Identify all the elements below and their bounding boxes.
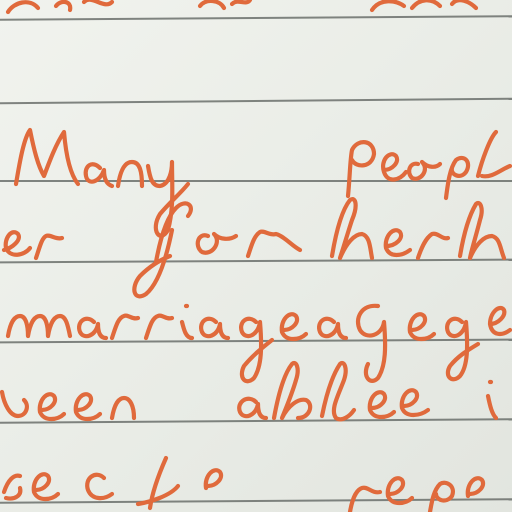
handwriting-line-marriage <box>8 306 510 381</box>
handwriting-line-many-people <box>16 130 510 236</box>
handwriting-top-fragment <box>8 0 476 12</box>
handwriting-line-een-able <box>2 363 496 419</box>
handwriting-line-er-for-her <box>4 199 504 296</box>
handwriting-line-sect-rep <box>4 458 483 512</box>
